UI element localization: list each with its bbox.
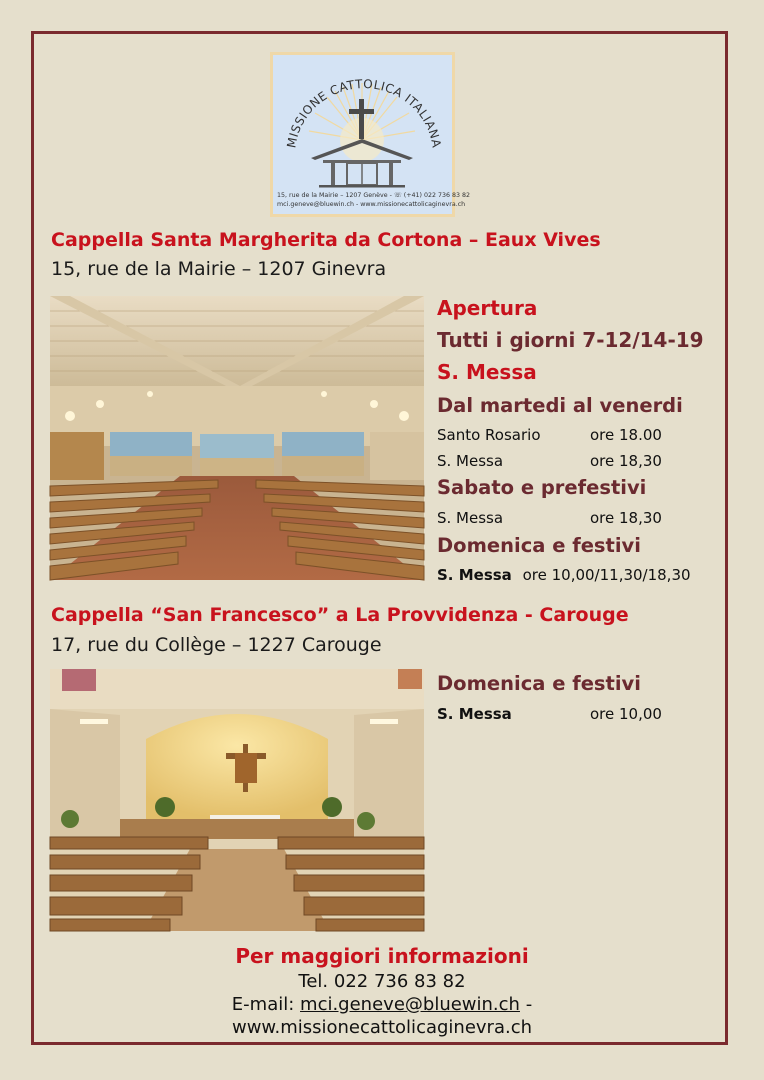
info-title: Per maggiori informazioni xyxy=(235,944,529,968)
chapel2-photo xyxy=(50,669,424,931)
chapel1-address: 15, rue de la Mairie – 1207 Ginevra xyxy=(51,258,387,280)
saturday-row-mass xyxy=(437,509,662,527)
email-link[interactable]: mci.geneve@bluewin.ch xyxy=(300,994,520,1015)
chapel2-title: Cappella “San Francesco” a La Provvidenza - Carouge xyxy=(51,604,629,626)
chapel1-photo xyxy=(50,296,424,580)
weekday-row-mass xyxy=(437,452,662,470)
row-label: S. Messa xyxy=(437,509,504,527)
opening-heading: Apertura xyxy=(437,296,538,320)
row-label: S. Messa xyxy=(437,452,504,470)
sunday-row-mass xyxy=(437,566,691,584)
logo-arc-text: MISSIONE CATTOLICA ITALIANA xyxy=(284,76,444,149)
row-label: Santo Rosario xyxy=(437,426,541,444)
email-label: E-mail: xyxy=(231,994,295,1015)
logo-address-line-2: mci.geneve@bluewin.ch - www.missionecattolicaginevra.ch xyxy=(277,201,466,208)
mission-logo xyxy=(270,52,471,217)
email-suffix: - xyxy=(525,994,533,1015)
weekday-row-rosary xyxy=(437,426,662,444)
logo-emblem-icon xyxy=(273,55,471,214)
chapel1-title: Cappella Santa Margherita da Cortona – Eaux Vives xyxy=(51,229,601,251)
opening-hours: Tutti i giorni 7-12/14-19 xyxy=(437,328,704,352)
website-link[interactable]: www.missionecattolicaginevra.ch xyxy=(231,1017,533,1038)
row-time: ore 18.00 xyxy=(590,426,662,444)
mass-heading: S. Messa xyxy=(437,360,537,384)
row-label: S. Messa xyxy=(437,705,512,723)
info-email-line xyxy=(0,994,764,1015)
row-label: S. Messa xyxy=(437,566,512,584)
chapel2-sunday-row xyxy=(437,705,662,723)
chapel2-sunday-heading: Domenica e festivi xyxy=(437,672,641,695)
row-time: ore 18,30 xyxy=(590,509,662,527)
saturday-heading: Sabato e prefestivi xyxy=(437,476,647,499)
row-time: ore 10,00 xyxy=(590,705,662,723)
row-time: ore 10,00/11,30/18,30 xyxy=(522,566,691,584)
logo-address-line-1: 15, rue de la Mairie – 1207 Genève - ☏ (+41) 022 736 83 82 xyxy=(277,192,471,199)
info-tel: Tel. 022 736 83 82 xyxy=(298,971,466,992)
row-time: ore 18,30 xyxy=(590,452,662,470)
sunday-heading: Domenica e festivi xyxy=(437,534,641,557)
chapel2-address: 17, rue du Collège – 1227 Carouge xyxy=(51,634,382,656)
weekday-heading: Dal martedi al venerdi xyxy=(437,394,683,417)
